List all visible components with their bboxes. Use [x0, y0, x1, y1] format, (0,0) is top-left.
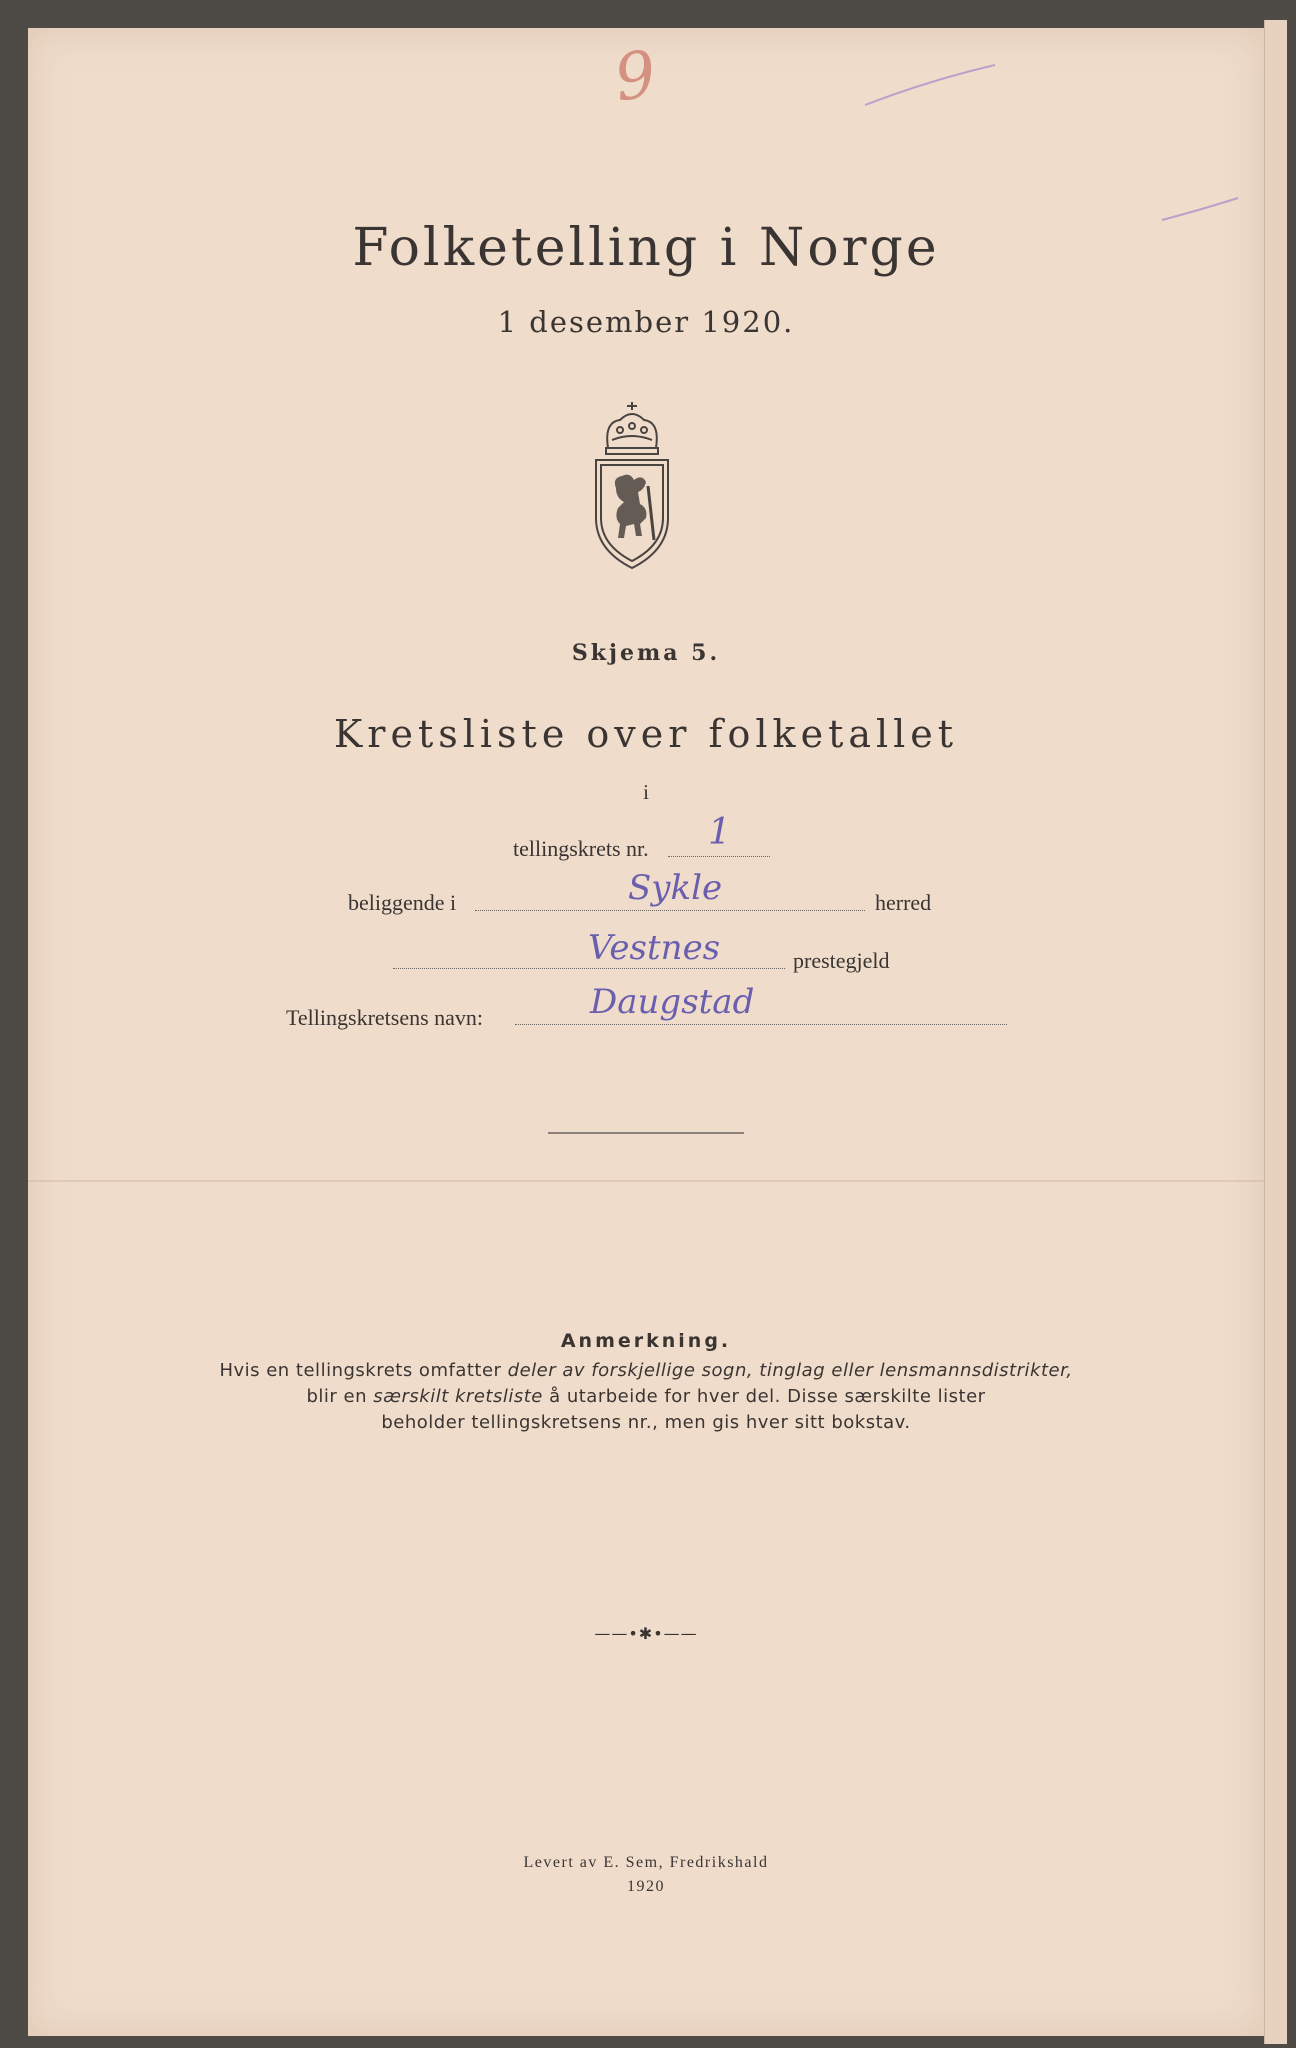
municipality-line[interactable] — [475, 910, 865, 911]
corner-mark: 9 — [610, 37, 661, 117]
note-line-2: blir en særskilt kretsliste å utarbeide for hver del. Disse særskilte lister — [306, 1386, 986, 1407]
district-name-value: Daugstad — [590, 982, 755, 1022]
divider — [548, 1132, 744, 1134]
ornament: ——•✱•—— — [594, 1624, 698, 1643]
list-title: Kretsliste over folketallet — [333, 712, 959, 756]
district-number-value: 1 — [708, 812, 731, 853]
census-date: 1 desember 1920. — [497, 305, 795, 339]
district-number-label: tellingskrets nr. — [513, 836, 649, 861]
municipality-value: Sykle — [628, 868, 723, 908]
parish-value: Vestnes — [588, 928, 721, 968]
note-line-1: Hvis en tellingskrets omfatter deler av forskjellige sogn, tinglag eller lensmannsdistrikter, — [219, 1360, 1073, 1381]
parish-label: prestegjeld — [793, 948, 890, 973]
page-title: Folketelling i Norge — [352, 218, 940, 278]
printer-imprint: Levert av E. Sem, Fredrikshald — [523, 1854, 769, 1871]
parish-line[interactable] — [393, 968, 785, 969]
paper-fold — [28, 1180, 1264, 1182]
preposition: i — [643, 780, 649, 804]
note-heading: Anmerkning. — [560, 1330, 732, 1352]
page-edge — [1264, 20, 1287, 2044]
herred-label: herred — [875, 890, 932, 915]
pencil-stroke — [860, 60, 1000, 110]
schema-number: Skjema 5. — [571, 640, 721, 666]
district-name-line[interactable] — [515, 1024, 1007, 1025]
district-name-label: Tellingskretsens navn: — [286, 1005, 484, 1030]
located-in-label: beliggende i — [348, 890, 457, 915]
note-line-3: beholder tellingskretsens nr., men gis hver sitt bokstav. — [381, 1412, 911, 1433]
district-number-line[interactable] — [668, 856, 770, 857]
printer-year: 1920 — [627, 1878, 665, 1895]
norwegian-coat-of-arms-icon — [590, 400, 674, 572]
